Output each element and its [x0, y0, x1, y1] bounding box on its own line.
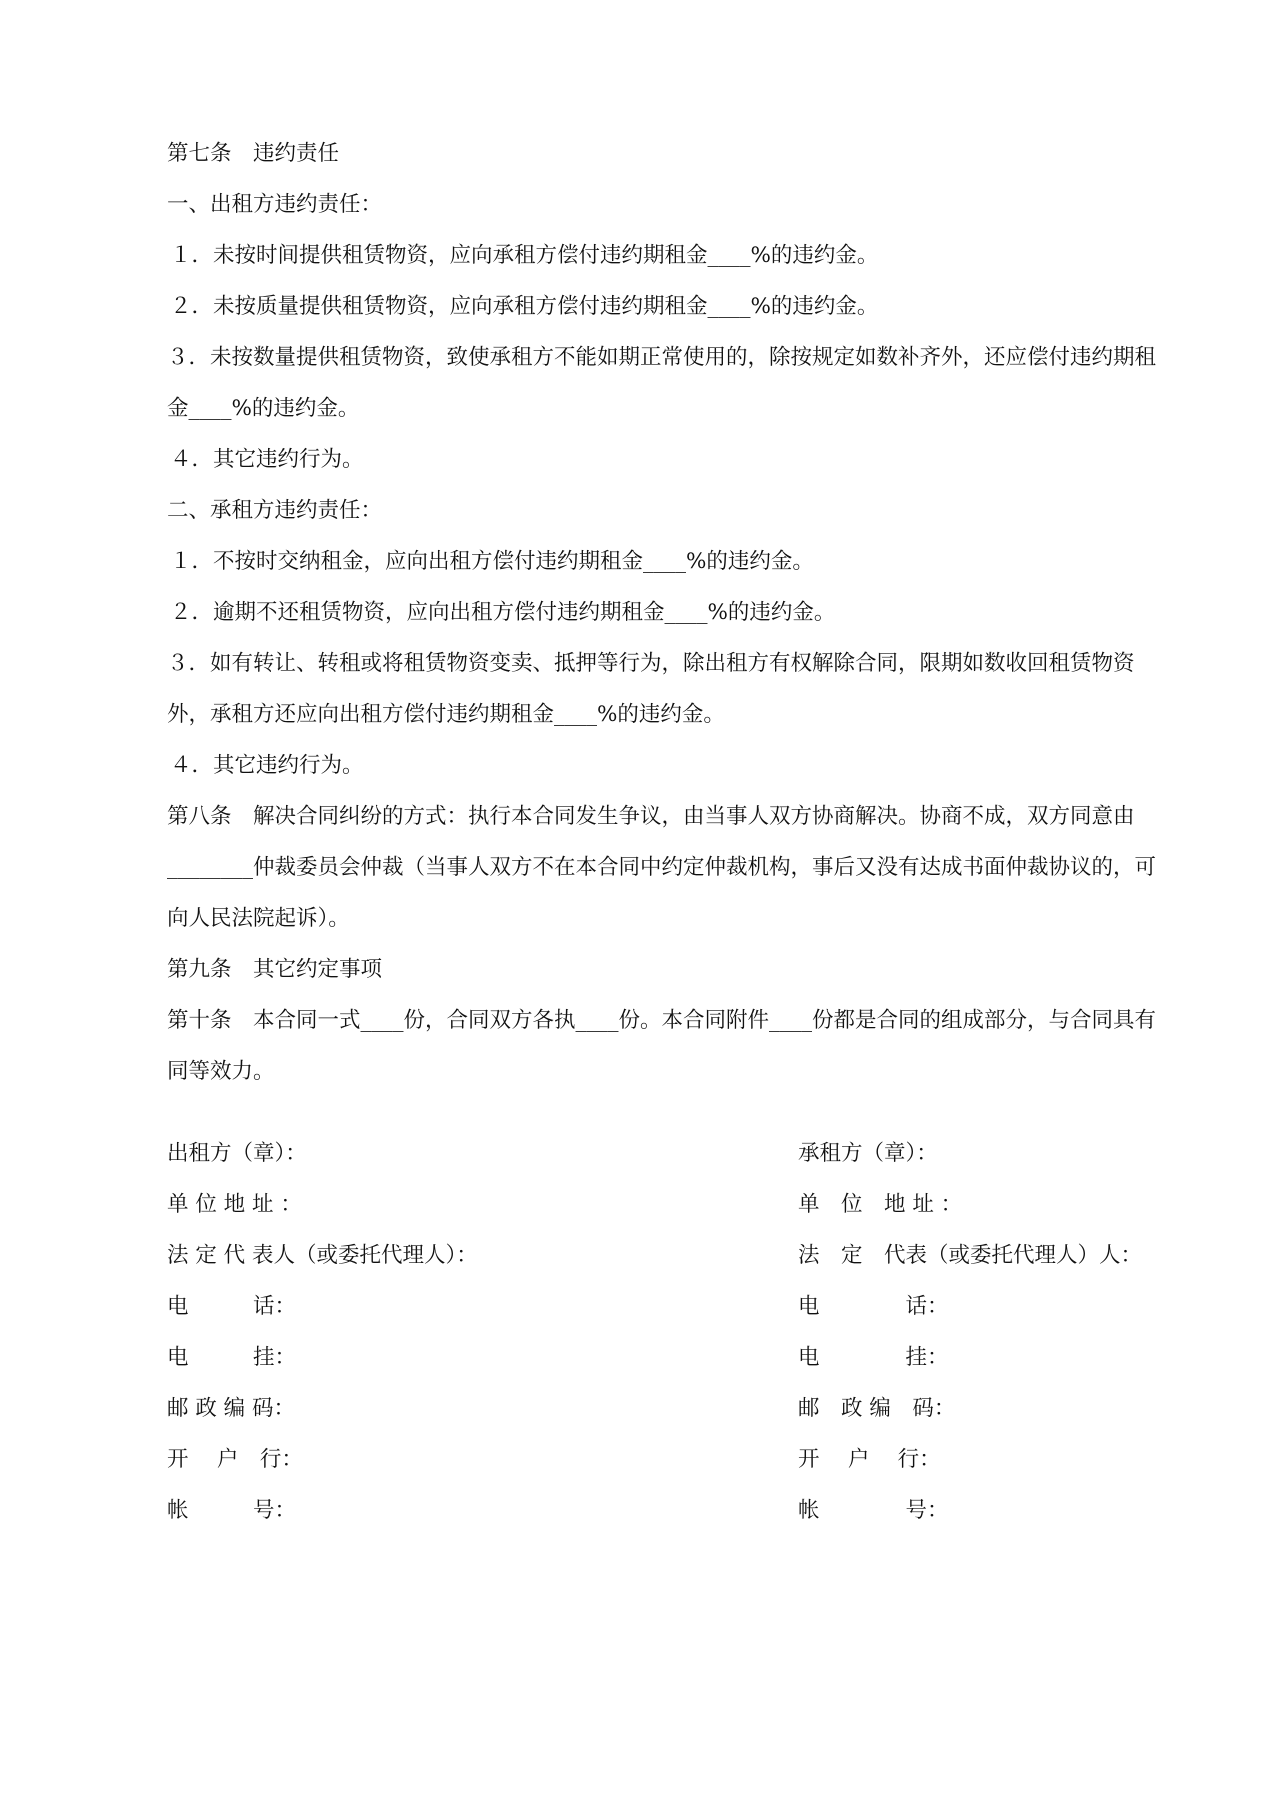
lessee-account: 帐 号： — [798, 1498, 949, 1523]
lessor-telegraph: 电 挂： — [167, 1345, 297, 1370]
lessee-phone: 电 话： — [798, 1294, 949, 1319]
lessor-item-3 — [0, 332, 1167, 434]
article-9: 第九条 其它约定事项 — [167, 957, 383, 982]
article-8-text: 第八条 解决合同纠纷的方式：执行本合同发生争议，由当事人双方协商解决。协商不成，双方同意由________仲裁委员会仲裁（当事人双方不在本合同中约定仲裁机构，事后又没有达成书面仲裁协议的，可向人民法院起诉）。 — [167, 804, 1157, 931]
lessee-telegraph: 电 挂： — [798, 1345, 949, 1370]
lessor-liability-heading: 一、出租方违约责任： — [167, 192, 383, 217]
lessee-item-1: １．不按时交纳租金，应向出租方偿付违约期租金____%的违约金。 — [170, 549, 814, 574]
lessee-signature-block — [798, 1128, 1218, 1536]
lessee-item-2: ２．逾期不还租赁物资，应向出租方偿付违约期租金____%的违约金。 — [170, 600, 836, 625]
lessee-item-4: ４．其它违约行为。 — [170, 753, 364, 778]
lessor-representative: 法 定 代 表人（或委托代理人）： — [167, 1243, 478, 1268]
lessor-postcode: 邮 政 编 码： — [167, 1396, 296, 1421]
lessee-seal: 承租方（章）： — [798, 1141, 938, 1166]
contract-body — [167, 128, 1167, 1097]
article-8 — [0, 791, 1167, 944]
lessee-address: 单 位 地 址 ： — [798, 1192, 963, 1217]
lessee-postcode: 邮 政 编 码： — [798, 1396, 956, 1421]
lessee-bank: 开 户 行： — [798, 1447, 941, 1472]
lessee-liability-heading: 二、承租方违约责任： — [167, 498, 383, 523]
lessor-address: 单 位 地 址 ： — [167, 1192, 302, 1217]
lessee-item-3 — [0, 638, 1167, 740]
lessor-signature-block — [167, 1128, 727, 1536]
lessor-account: 帐 号： — [167, 1498, 297, 1523]
lessor-item-1: １．未按时间提供租赁物资，应向承租方偿付违约期租金____%的违约金。 — [170, 243, 879, 268]
article-10 — [0, 995, 1167, 1097]
lessor-phone: 电 话： — [167, 1294, 297, 1319]
article-7-title: 第七条 违约责任 — [167, 141, 340, 166]
lessor-seal: 出租方（章）： — [167, 1141, 307, 1166]
lessee-item-3-text: ３．如有转让、转租或将租赁物资变卖、抵押等行为，除出租方有权解除合同，限期如数收回租赁物资外，承租方还应向出租方偿付违约期租金____%的违约金。 — [167, 651, 1135, 727]
lessor-bank: 开 户 行： — [167, 1447, 303, 1472]
lessor-item-2: ２．未按质量提供租赁物资，应向承租方偿付违约期租金____%的违约金。 — [170, 294, 879, 319]
lessee-representative: 法 定 代表（或委托代理人）人： — [798, 1243, 1143, 1268]
lessor-item-3-text: ３．未按数量提供租赁物资，致使承租方不能如期正常使用的，除按规定如数补齐外，还应偿付违约期租金____%的违约金。 — [167, 345, 1157, 421]
lessor-item-4: ４．其它违约行为。 — [170, 447, 364, 472]
article-10-text: 第十条 本合同一式____份，合同双方各执____份。本合同附件____份都是合同的组成部分，与合同具有同等效力。 — [167, 1008, 1157, 1084]
